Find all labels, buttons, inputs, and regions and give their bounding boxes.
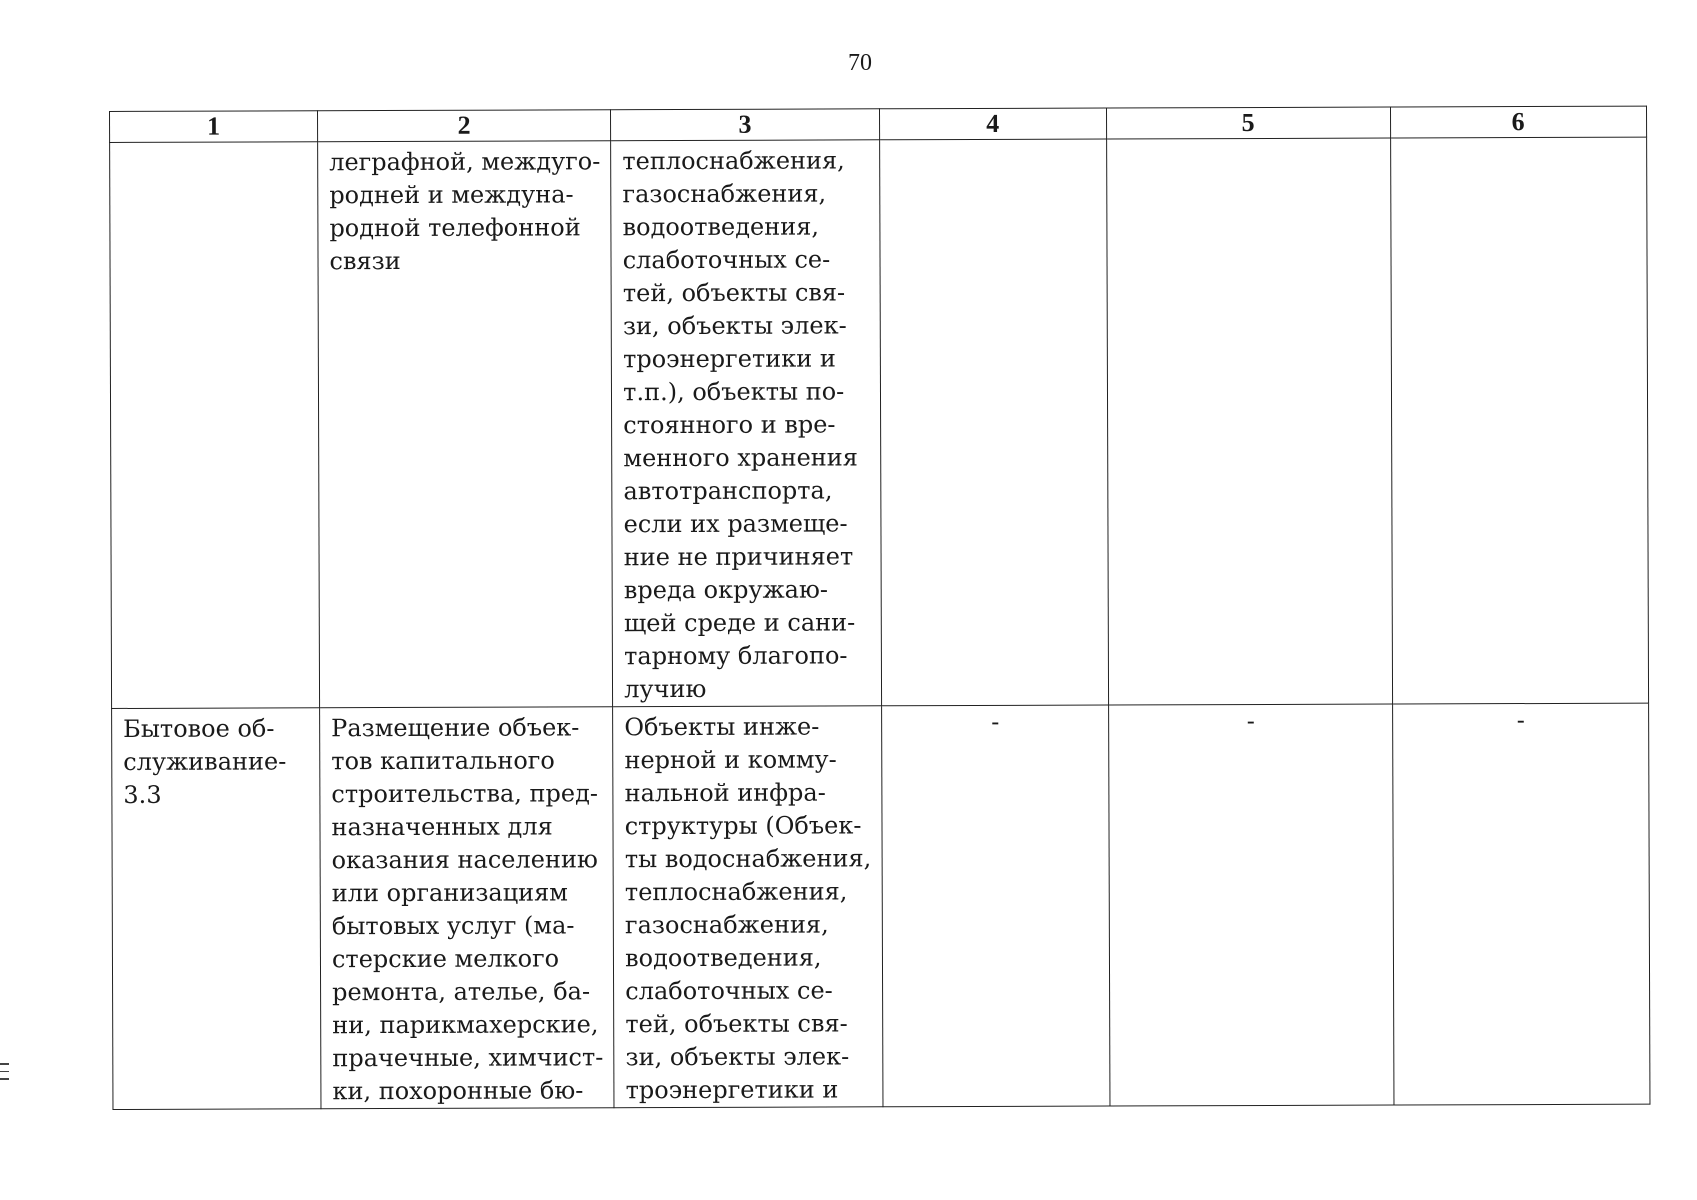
- cell-text-line: теплоснабжения,: [622, 146, 845, 176]
- cell-text-line: троэнергетики и: [625, 1075, 839, 1105]
- cell-text-line: Размещение объек-: [331, 713, 580, 743]
- cell-text-line: назначенных для: [331, 812, 553, 842]
- table-row: [110, 137, 1649, 708]
- column-header-5: 5: [1106, 107, 1390, 139]
- cell-text-line: родней и междуна-: [329, 180, 574, 210]
- cell-text-line: газоснабжения,: [622, 179, 827, 209]
- cell-text-line: лучию: [624, 674, 707, 704]
- cell-text-line: структуры (Объек-: [624, 811, 862, 841]
- cell-text-line: щей среде и сани-: [623, 608, 856, 638]
- table-cell-col-6: [1390, 137, 1648, 704]
- cell-text-line: нерной и комму-: [624, 745, 837, 775]
- cell-text-line: леграфной, междуго-: [329, 147, 601, 177]
- cell-text-line: родной телефонной: [329, 213, 581, 243]
- land-use-table: [109, 106, 1650, 1110]
- table-cell-col-5: [1108, 704, 1393, 1106]
- cell-text-line: или организациям: [331, 878, 568, 908]
- cell-text-line: ремонта, ателье, ба-: [332, 977, 591, 1007]
- cell-text-line: тов капитального: [331, 746, 555, 776]
- cell-text-line: тарному благопо-: [624, 641, 848, 671]
- cell-text-line: 3.3: [123, 780, 162, 809]
- cell-text-line: если их размеще-: [623, 509, 848, 539]
- cell-text-line: стерские мелкого: [331, 944, 560, 974]
- table-cell-col-4: [879, 139, 1108, 706]
- cell-text-line: менного хранения: [623, 443, 858, 473]
- column-header-4: 4: [879, 108, 1106, 140]
- cell-text-line: прачечные, химчист-: [332, 1043, 604, 1073]
- cell-text-line: вреда окружаю-: [623, 575, 829, 605]
- cell-text-line: тей, объекты свя-: [625, 1009, 848, 1039]
- cell-text-line: слаботочных се-: [622, 245, 831, 275]
- table-cell-col-5: [1106, 138, 1392, 705]
- cell-text-line: теплоснабжения,: [624, 877, 848, 907]
- table-cell-col-2: [320, 707, 615, 1109]
- cell-text-line: -: [1516, 706, 1525, 735]
- cell-text-line: водоотведения,: [625, 943, 822, 973]
- cell-text-line: бытовых услуг (ма-: [331, 911, 575, 941]
- cell-text-line: тей, объекты свя-: [622, 278, 846, 308]
- margin-mark: [0, 1063, 9, 1065]
- cell-text-line: стоянного и вре-: [623, 410, 836, 440]
- margin-mark: [0, 1071, 9, 1073]
- cell-text-line: слаботочных се-: [625, 976, 833, 1006]
- table-cell-col-3: [611, 140, 881, 707]
- cell-text-line: ни, парикмахерские,: [332, 1010, 599, 1040]
- cell-text-line: автотранспорта,: [623, 476, 833, 506]
- cell-text-line: нальной инфра-: [624, 778, 826, 808]
- cell-text-line: Бытовое об-: [123, 714, 275, 743]
- cell-text-line: зи, объекты элек-: [622, 311, 847, 341]
- table-cell-col-6: [1392, 703, 1649, 1105]
- column-header-6: 6: [1390, 106, 1646, 138]
- cell-text-line: ние не причиняет: [623, 542, 854, 572]
- cell-text-line: Объекты инже-: [624, 712, 820, 742]
- column-header-3: 3: [611, 109, 880, 141]
- document-table-container: [109, 106, 1650, 1110]
- cell-text-line: водоотведения,: [622, 212, 820, 242]
- cell-text-line: строительства, пред-: [331, 779, 599, 809]
- table-row: [112, 703, 1650, 1109]
- cell-text-line: зи, объекты элек-: [625, 1042, 850, 1072]
- cell-text-line: троэнергетики и: [622, 344, 836, 374]
- cell-text-line: -: [1246, 707, 1255, 736]
- cell-text-line: ты водоснабжения,: [624, 844, 872, 874]
- margin-mark: [0, 1078, 9, 1080]
- column-header-2: 2: [318, 110, 611, 142]
- table-cell-col-4: [881, 705, 1109, 1107]
- cell-text-line: -: [991, 707, 1000, 736]
- cell-text-line: ки, похоронные бю-: [332, 1076, 584, 1106]
- table-cell-col-1: [112, 708, 321, 1110]
- cell-text-line: т.п.), объекты по-: [623, 377, 845, 407]
- margin-marks: [0, 1063, 9, 1086]
- table-cell-col-2: [318, 141, 613, 708]
- cell-text-line: оказания населению: [331, 845, 598, 875]
- column-header-1: 1: [110, 111, 318, 143]
- cell-text-line: служивание-: [123, 747, 287, 776]
- page-number: 70: [848, 50, 872, 76]
- table-cell-col-1: [110, 142, 320, 709]
- table-cell-col-3: [613, 706, 883, 1108]
- cell-text-line: связи: [329, 246, 401, 276]
- cell-text-line: газоснабжения,: [624, 910, 829, 940]
